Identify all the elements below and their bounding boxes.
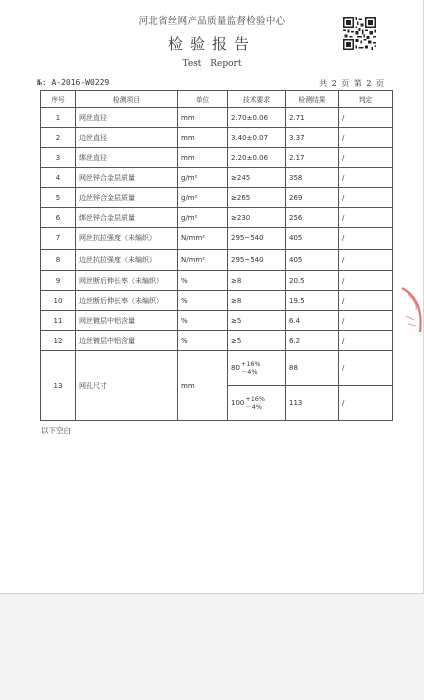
tolerance <box>245 395 265 411</box>
result: 6.2 <box>286 331 339 351</box>
unit: N/mm² <box>178 249 228 271</box>
qr-code-icon <box>343 17 376 50</box>
unit: mm <box>178 108 228 128</box>
requirement: 3.40±0.07 <box>228 128 286 148</box>
verdict: / <box>339 108 393 128</box>
row-number: 4 <box>41 168 76 188</box>
requirement: 2.70±0.06 <box>228 108 286 128</box>
table-row <box>41 331 393 351</box>
table-row <box>41 168 393 188</box>
result: 405 <box>286 249 339 271</box>
report-title-en: Test Report <box>182 59 242 69</box>
result: 3.37 <box>286 128 339 148</box>
result: 19.5 <box>286 291 339 311</box>
verdict: / <box>339 208 393 228</box>
row-number: 3 <box>41 148 76 168</box>
row-number: 2 <box>41 128 76 148</box>
tolerance-plus: +16% <box>245 395 265 403</box>
column-header: 检测项目 <box>76 91 178 108</box>
verdict: / <box>339 351 393 386</box>
table-row <box>41 271 393 291</box>
row-number: 11 <box>41 311 76 331</box>
row-number: 12 <box>41 331 76 351</box>
table-row <box>41 228 393 250</box>
requirement: ≥5 <box>228 331 286 351</box>
row-number: 10 <box>41 291 76 311</box>
tolerance <box>241 360 261 376</box>
requirement: ≥245 <box>228 168 286 188</box>
unit: % <box>178 291 228 311</box>
test-item: 网丝直径 <box>76 108 178 128</box>
verdict: / <box>339 271 393 291</box>
test-item: 绑丝锌合金层质量 <box>76 208 178 228</box>
requirement: ≥8 <box>228 271 286 291</box>
test-item: 边丝锌合金层质量 <box>76 188 178 208</box>
unit: % <box>178 331 228 351</box>
table-row <box>41 208 393 228</box>
verdict: / <box>339 249 393 271</box>
test-results-table <box>40 90 393 421</box>
tolerance-minus: －4% <box>245 403 262 411</box>
column-header: 技术要求 <box>228 91 286 108</box>
requirement: ≥265 <box>228 188 286 208</box>
requirement: ≥5 <box>228 311 286 331</box>
result: 256 <box>286 208 339 228</box>
result: 269 <box>286 188 339 208</box>
row-number: 7 <box>41 228 76 250</box>
result: 405 <box>286 228 339 250</box>
table-header-row <box>41 91 393 108</box>
requirement: 2.20±0.06 <box>228 148 286 168</box>
verdict: / <box>339 128 393 148</box>
verdict: / <box>339 188 393 208</box>
row-number: 1 <box>41 108 76 128</box>
table-row <box>41 249 393 271</box>
row-number: 5 <box>41 188 76 208</box>
verdict: / <box>339 168 393 188</box>
unit: mm <box>178 148 228 168</box>
unit: % <box>178 311 228 331</box>
test-item: 网丝锌合金层质量 <box>76 168 178 188</box>
result: 88 <box>286 351 339 386</box>
red-seal-stamp <box>394 280 424 340</box>
table-row <box>41 291 393 311</box>
test-item: 边丝镀层中铝含量 <box>76 331 178 351</box>
test-item: 边丝抗拉强度（未编织） <box>76 249 178 271</box>
unit: g/m² <box>178 168 228 188</box>
table-row <box>41 311 393 331</box>
result: 20.5 <box>286 271 339 291</box>
result: 113 <box>286 386 339 421</box>
table-row <box>41 128 393 148</box>
test-item: 边丝直径 <box>76 128 178 148</box>
table-row <box>41 351 393 386</box>
verdict: / <box>339 148 393 168</box>
requirement-base: 80 <box>231 364 240 372</box>
scan-background <box>0 594 424 700</box>
unit: g/m² <box>178 208 228 228</box>
unit: mm <box>178 351 228 421</box>
test-item: 网丝抗拉强度（未编织） <box>76 228 178 250</box>
result: 358 <box>286 168 339 188</box>
requirement: ≥8 <box>228 291 286 311</box>
requirement: 295~540 <box>228 249 286 271</box>
result: 2.71 <box>286 108 339 128</box>
row-number: 8 <box>41 249 76 271</box>
unit: mm <box>178 128 228 148</box>
column-header: 判定 <box>339 91 393 108</box>
unit: % <box>178 271 228 291</box>
requirement <box>228 386 286 421</box>
requirement-base: 100 <box>231 399 245 407</box>
table-row <box>41 108 393 128</box>
test-item: 边丝断后伸长率（未编织） <box>76 291 178 311</box>
requirement: 295~540 <box>228 228 286 250</box>
tolerance-minus: －4% <box>240 368 258 376</box>
result: 2.17 <box>286 148 339 168</box>
report-number: №: A-2016-W0229 <box>37 78 110 87</box>
tolerance-plus: +16% <box>240 360 261 368</box>
test-item: 网孔尺寸 <box>76 351 178 421</box>
table-row <box>41 188 393 208</box>
table-row <box>41 148 393 168</box>
column-header: 序号 <box>41 91 76 108</box>
page-info: 共 2 页 第 2 页 <box>319 79 384 88</box>
report-title-cn: 检验报告 <box>167 35 256 53</box>
unit: N/mm² <box>178 228 228 250</box>
requirement: ≥230 <box>228 208 286 228</box>
test-item: 网丝镀层中铝含量 <box>76 311 178 331</box>
organization-name: 河北省丝网产品质量监督检验中心 <box>138 16 286 27</box>
verdict: / <box>339 311 393 331</box>
result: 6.4 <box>286 311 339 331</box>
row-number: 13 <box>41 351 76 421</box>
verdict: / <box>339 228 393 250</box>
test-item: 绑丝直径 <box>76 148 178 168</box>
row-number: 6 <box>41 208 76 228</box>
row-number: 9 <box>41 271 76 291</box>
unit: g/m² <box>178 188 228 208</box>
column-header: 单位 <box>178 91 228 108</box>
column-header: 检测结果 <box>286 91 339 108</box>
verdict: / <box>339 331 393 351</box>
verdict: / <box>339 386 393 421</box>
test-item: 网丝断后伸长率（未编织） <box>76 271 178 291</box>
requirement <box>228 351 286 386</box>
verdict: / <box>339 291 393 311</box>
blank-below-note: 以下空白 <box>41 426 71 435</box>
